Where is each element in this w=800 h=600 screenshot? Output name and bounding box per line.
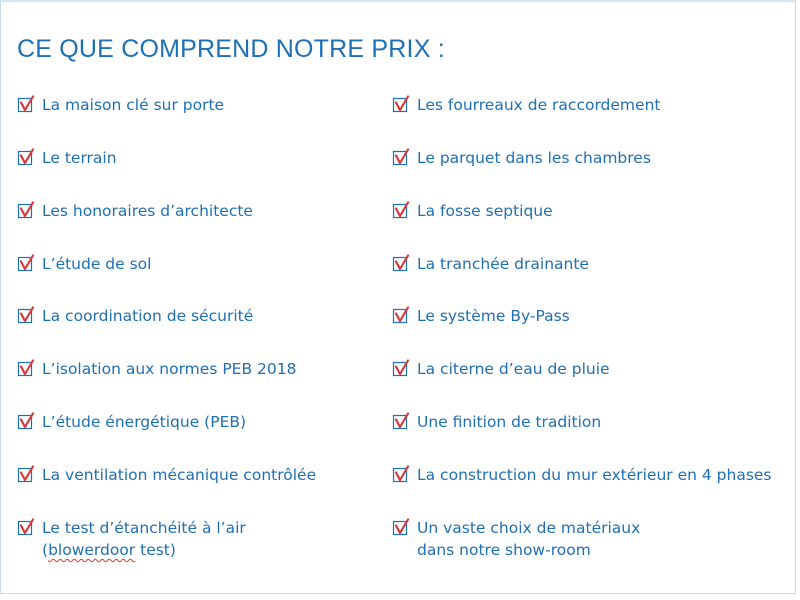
list-item [17, 94, 224, 116]
list-item-label: La maison clé sur porte [42, 96, 225, 114]
list-item-label: Les honoraires d’architecte [42, 202, 253, 220]
checkbox-check-icon [392, 254, 413, 273]
list-item-label [417, 517, 640, 561]
checkbox-check-icon [392, 518, 413, 537]
list-item [17, 305, 253, 327]
list-item-label-line2 [42, 539, 246, 561]
list-item [17, 411, 246, 433]
list-item-label: La ventilation mécanique contrôlée [42, 466, 317, 484]
list-item-label-line2: dans notre show-room [417, 541, 591, 559]
line2-rest: test) [135, 541, 176, 559]
checkbox-check-icon [17, 359, 38, 378]
list-item [17, 358, 296, 380]
checkbox-check-icon [392, 95, 413, 114]
checkbox-check-icon [17, 201, 38, 220]
checkbox-check-icon [392, 359, 413, 378]
list-item-label: L’isolation aux normes PEB 2018 [42, 360, 297, 378]
list-item [17, 200, 253, 222]
list-item-label: Le parquet dans les chambres [417, 149, 651, 167]
checkbox-check-icon [17, 412, 38, 431]
list-item [392, 305, 570, 327]
list-item [392, 253, 589, 275]
list-item-label: La tranchée drainante [417, 255, 589, 273]
list-item-label: Une finition de tradition [417, 413, 602, 431]
page-title: CE QUE COMPREND NOTRE PRIX : [17, 35, 445, 63]
list-item [392, 464, 772, 486]
list-item-label-line1: Un vaste choix de matériaux [417, 519, 641, 537]
list-item-label-line1: Le test d’étanchéité à l’air [42, 519, 246, 537]
list-item [17, 253, 151, 275]
list-item [392, 517, 640, 561]
list-item [392, 94, 660, 116]
list-item-label: Le système By-Pass [417, 307, 570, 325]
checkbox-check-icon [392, 201, 413, 220]
paren-open: ( [42, 541, 49, 559]
list-item-label: L’étude de sol [42, 255, 152, 273]
list-item [17, 464, 316, 486]
list-item [392, 147, 651, 169]
list-item-label: Les fourreaux de raccordement [417, 96, 661, 114]
list-item [392, 200, 553, 222]
list-item-label: La construction du mur extérieur en 4 phases [417, 466, 772, 484]
list-item-label: La citerne d’eau de pluie [417, 360, 610, 378]
list-item-label: La coordination de sécurité [42, 307, 254, 325]
checkbox-check-icon [392, 412, 413, 431]
list-item-label: La fosse septique [417, 202, 553, 220]
checkbox-check-icon [17, 95, 38, 114]
checkbox-check-icon [17, 306, 38, 325]
checkbox-check-icon [392, 465, 413, 484]
list-item-label: Le terrain [42, 149, 117, 167]
list-item [17, 517, 246, 561]
checkbox-check-icon [17, 518, 38, 537]
checkbox-check-icon [17, 254, 38, 273]
list-item [392, 358, 610, 380]
list-item-label: L’étude énergétique (PEB) [42, 413, 247, 431]
list-item [392, 411, 601, 433]
checkbox-check-icon [392, 306, 413, 325]
checkbox-check-icon [17, 148, 38, 167]
checkbox-check-icon [392, 148, 413, 167]
list-item [17, 147, 117, 169]
checkbox-check-icon [17, 465, 38, 484]
spellcheck-word: blowerdoor [48, 541, 136, 559]
list-item-label [42, 517, 246, 561]
